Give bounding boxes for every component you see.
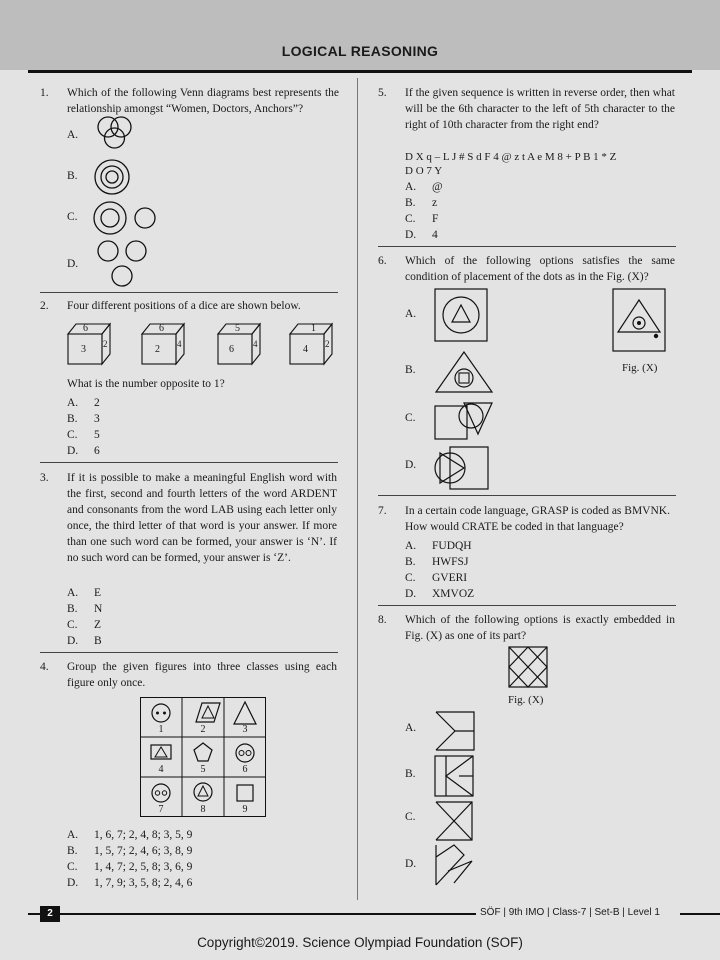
dice-3-front: 6	[229, 344, 234, 355]
separator	[378, 246, 676, 247]
q6-option-a-figure	[434, 288, 488, 342]
q3-option-d-label: D.	[67, 635, 79, 647]
q3-option-c-label: C.	[67, 619, 78, 631]
q6-option-c-label: C.	[405, 412, 416, 424]
page-title: LOGICAL REASONING	[281, 43, 439, 59]
q6-option-a-label: A.	[405, 308, 417, 320]
q4-option-d[interactable]	[67, 875, 193, 891]
q2-option-d-value: 6	[94, 445, 100, 457]
q3-option-d[interactable]	[67, 633, 102, 649]
separator	[378, 495, 676, 496]
q5-option-d-value: 4	[432, 229, 438, 241]
q5-text: If the given sequence is written in reverse order, then what will be the 6th character to the left of 5th character to the right of 10th character from the right end?	[405, 87, 675, 131]
q2-option-c-value: 5	[94, 429, 100, 441]
dice-2	[140, 322, 190, 366]
q5-option-b-label: B.	[405, 197, 416, 209]
q5-option-a-value: @	[432, 181, 443, 193]
footer-exam-info: SÖF | 9th IMO | Class-7 | Set-B | Level 1	[480, 907, 660, 918]
dice-3	[216, 322, 266, 366]
q7-option-d-label: D.	[405, 588, 417, 600]
q4-option-c-label: C.	[67, 861, 78, 873]
q8-option-c-figure	[434, 800, 474, 842]
q5-option-d[interactable]	[405, 227, 438, 243]
q3-option-c-value: Z	[94, 619, 102, 631]
q8-option-a-figure	[434, 710, 476, 752]
q7-option-a-label: A.	[405, 540, 417, 552]
q8-option-b-label: B.	[405, 768, 416, 780]
q5-option-a-label: A.	[405, 181, 417, 193]
q8-option-d-figure	[434, 843, 474, 887]
dice-4-right: 2	[325, 339, 330, 349]
q6-option-b-figure	[434, 350, 494, 394]
copyright: Copyright©2019. Science Olympiad Foundation (SOF)	[197, 935, 523, 950]
q1-option-d-venn	[96, 240, 152, 288]
q3-option-c[interactable]	[67, 617, 102, 633]
q2-option-b-value: 3	[94, 413, 100, 425]
separator	[40, 462, 338, 463]
q5-sequence-line-2: D O 7 Y	[405, 165, 443, 177]
q8-option-a-label: A.	[405, 722, 417, 734]
q3-option-a-label: A.	[67, 587, 79, 599]
q6-option-d-label: D.	[405, 459, 417, 471]
q5-option-c-value: F	[432, 213, 439, 225]
q6-fig-x	[612, 288, 666, 352]
header-band	[0, 0, 720, 70]
q1-number: 1.	[40, 87, 49, 99]
cell-number-4: 4	[158, 764, 164, 775]
q1-option-a-venn	[95, 115, 135, 151]
q7-option-c[interactable]	[405, 570, 468, 586]
q4-text: Group the given figures into three classes using each figure only once.	[67, 661, 337, 689]
q5-option-c-label: C.	[405, 213, 416, 225]
q7-option-b[interactable]	[405, 554, 469, 570]
q4-option-b-label: B.	[67, 845, 78, 857]
dice-4	[288, 322, 338, 366]
cell-number-2: 2	[200, 724, 206, 735]
q1-option-a-label: A.	[67, 129, 79, 141]
q8-option-c-label: C.	[405, 811, 416, 823]
q5-option-d-label: D.	[405, 229, 417, 241]
cell-number-3: 3	[242, 724, 248, 735]
q2-number: 2.	[40, 300, 49, 312]
q5-option-a[interactable]	[405, 179, 443, 195]
q7-option-d-value: XMVOZ	[432, 588, 475, 600]
q1-text: Which of the following Venn diagrams best represents the relationship amongst “Women, Doctors, Anchors”?	[67, 87, 339, 115]
q2-option-c-label: C.	[67, 429, 78, 441]
q7-option-a[interactable]	[405, 538, 472, 554]
dice-4-front: 4	[303, 344, 308, 355]
q7-option-a-value: FUDQH	[432, 540, 472, 552]
header-rule	[28, 70, 692, 73]
q1-option-b-label: B.	[67, 170, 78, 182]
q3-option-b-label: B.	[67, 603, 78, 615]
cell-number-6: 6	[242, 764, 248, 775]
dice-2-front: 2	[155, 344, 160, 355]
q7-option-d[interactable]	[405, 586, 475, 602]
q5-option-b-value: z	[432, 197, 438, 209]
q2-option-b-label: B.	[67, 413, 78, 425]
q4-option-d-value: 1, 7, 9; 3, 5, 8; 2, 4, 6	[94, 877, 193, 889]
q3-option-b[interactable]	[67, 601, 103, 617]
q4-option-c[interactable]	[67, 859, 193, 875]
q2-text: Four different positions of a dice are shown below.	[67, 300, 301, 312]
separator	[40, 292, 338, 293]
q8-fig-x-label: Fig. (X)	[508, 694, 544, 706]
dice-2-right: 4	[177, 339, 182, 349]
dice-1-front: 3	[81, 344, 86, 355]
figure-grid	[140, 697, 266, 817]
q5-option-c[interactable]	[405, 211, 439, 227]
q5-option-b[interactable]	[405, 195, 438, 211]
q2-option-d[interactable]	[67, 443, 100, 459]
q4-option-b[interactable]	[67, 843, 193, 859]
q3-text: If it is possible to make a meaningful English word with the first, second and fourth letters of the word ARDENT and consonants from the word LAB using each letter only once, the third letter of that word is your answer. If more than one such word can be formed, your answer is ‘N’. If no such word can be formed, your answer is ‘Z’.	[67, 472, 337, 564]
q6-option-b-label: B.	[405, 364, 416, 376]
q2-option-a-value: 2	[94, 397, 100, 409]
q8-option-b-figure	[434, 755, 474, 797]
q2-option-a-label: A.	[67, 397, 79, 409]
separator	[40, 652, 338, 653]
q7-option-b-value: HWFSJ	[432, 556, 469, 568]
dice-1-top: 6	[83, 323, 88, 334]
q1-option-d-label: D.	[67, 258, 79, 270]
q6-option-c-figure	[434, 400, 496, 442]
cell-number-7: 7	[158, 804, 164, 815]
q4-option-a-label: A.	[67, 829, 79, 841]
cell-number-5: 5	[200, 764, 206, 775]
separator	[378, 605, 676, 606]
q2-subquestion: What is the number opposite to 1?	[67, 378, 225, 390]
q4-option-d-label: D.	[67, 877, 79, 889]
q2-option-b[interactable]	[67, 411, 100, 427]
q6-option-d-figure	[432, 444, 490, 492]
q2-option-c[interactable]	[67, 427, 100, 443]
q4-option-a-value: 1, 6, 7; 2, 4, 8; 3, 5, 9	[94, 829, 193, 841]
q8-text: Which of the following options is exactly embedded in Fig. (X) as one of its part?	[405, 614, 675, 642]
dice-2-top: 6	[159, 323, 164, 334]
q1-option-c-label: C.	[67, 211, 78, 223]
dice-4-top: 1	[311, 323, 316, 334]
q7-option-c-value: GVERI	[432, 572, 468, 584]
q1-option-c-venn	[93, 200, 161, 238]
q7-option-b-label: B.	[405, 556, 416, 568]
dice-1-right: 2	[103, 339, 108, 349]
q7-text: In a certain code language, GRASP is coded as BMVNK. How would CRATE be coded in that language?	[405, 505, 670, 533]
q4-option-c-value: 1, 4, 7; 2, 5, 8; 3, 6, 9	[94, 861, 193, 873]
q1-option-b-venn	[93, 158, 133, 198]
q8-option-d-label: D.	[405, 858, 417, 870]
q2-option-a[interactable]	[67, 395, 100, 411]
dice-3-top: 5	[235, 323, 240, 334]
column-divider	[357, 78, 358, 900]
q5-sequence-line-1: D X q – L J # S d F 4 @ z t A e M 8 + P B 1 * Z	[405, 151, 617, 163]
cell-number-8: 8	[200, 804, 206, 815]
footer-rule-middle	[60, 913, 476, 915]
q2-option-d-label: D.	[67, 445, 79, 457]
q3-number: 3.	[40, 472, 49, 484]
dice-1	[66, 322, 116, 366]
q6-fig-x-label: Fig. (X)	[622, 362, 658, 374]
footer-rule-right	[680, 913, 720, 915]
page-number: 2	[40, 906, 60, 922]
q6-number: 6.	[378, 255, 387, 267]
q6-text: Which of the following options satisfies the same condition of placement of the dots as in the Fig. (X)?	[405, 255, 675, 283]
dice-3-right: 4	[253, 339, 258, 349]
q7-option-c-label: C.	[405, 572, 416, 584]
q3-option-a[interactable]	[67, 585, 102, 601]
q3-option-d-value: B	[94, 635, 102, 647]
q4-option-a[interactable]	[67, 827, 193, 843]
q3-option-b-value: N	[94, 603, 103, 615]
cell-number-1: 1	[158, 724, 164, 735]
q4-option-b-value: 1, 5, 7; 2, 4, 6; 3, 8, 9	[94, 845, 193, 857]
q4-number: 4.	[40, 661, 49, 673]
q7-number: 7.	[378, 505, 387, 517]
q8-number: 8.	[378, 614, 387, 626]
q3-option-a-value: E	[94, 587, 102, 599]
cell-number-9: 9	[242, 804, 248, 815]
q5-number: 5.	[378, 87, 387, 99]
q8-fig-x	[508, 646, 548, 688]
